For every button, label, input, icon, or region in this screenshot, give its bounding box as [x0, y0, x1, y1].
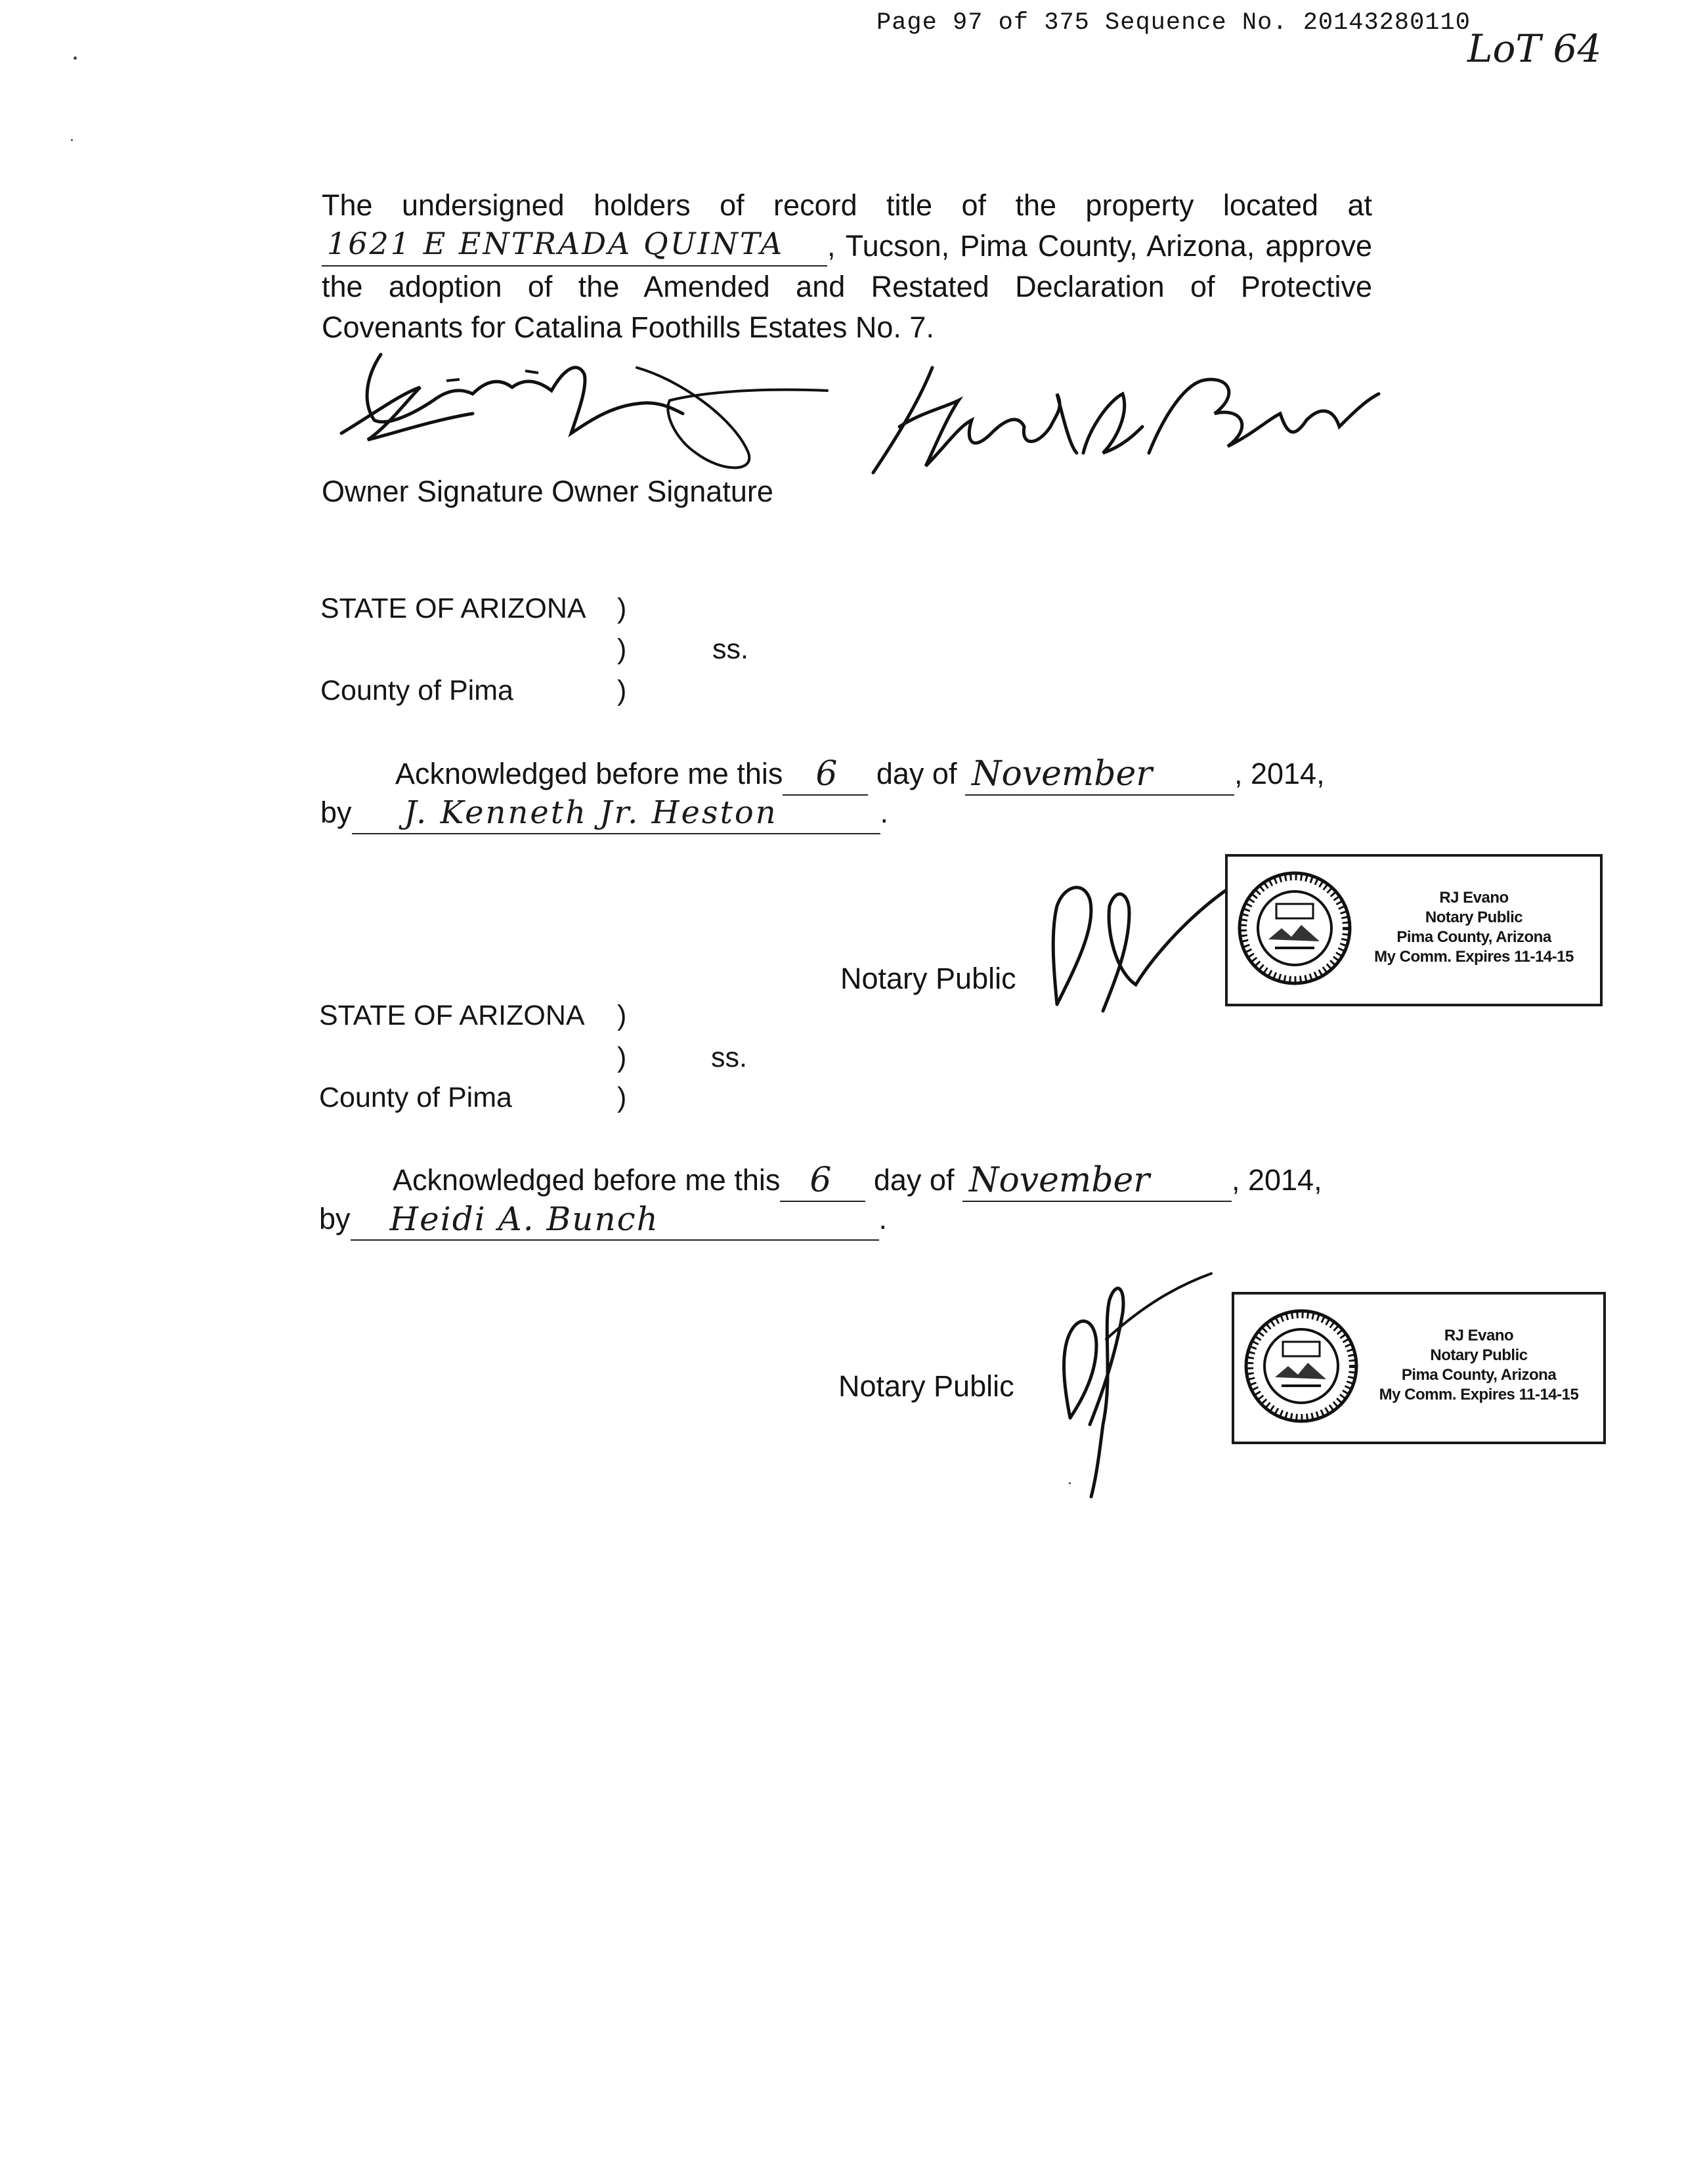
ack2-paren-2: )	[617, 1042, 627, 1073]
ack1-stamp-expires: My Comm. Expires 11-14-15	[1374, 948, 1574, 966]
property-address-blank	[322, 226, 827, 267]
ack2-year: , 2014,	[1231, 1163, 1322, 1197]
ack2-stamp-title: Notary Public	[1430, 1346, 1528, 1364]
ack2-county: County of Pima	[319, 1082, 512, 1113]
ack1-by: by	[320, 796, 352, 829]
lot-number-note: LoT 64	[1467, 26, 1602, 71]
approval-line-1: The undersigned holders of record title of the property located at	[322, 188, 1372, 222]
ack2-stamp-county: Pima County, Arizona	[1401, 1366, 1557, 1384]
approval-line-3: the adoption of the Amended and Restated Declaration of Protective	[322, 270, 1372, 303]
ack2-name-blank	[351, 1199, 879, 1241]
ack2-acknowledged-line	[393, 1160, 1322, 1202]
approval-paragraph	[322, 185, 1372, 348]
ack1-acknowledged-line	[395, 754, 1325, 796]
ack2-ss: ss.	[711, 1042, 747, 1073]
approval-line-4: Covenants for Catalina Foothills Estates No. 7.	[322, 310, 934, 344]
ack2-notary-public-label: Notary Public	[838, 1369, 1014, 1403]
ack2-paren-1: )	[617, 1000, 627, 1031]
property-address-handwritten: 1621 E ENTRADA QUINTA	[327, 226, 785, 261]
ack2-notary-stamp	[1232, 1292, 1606, 1444]
ack2-stamp-expires: My Comm. Expires 11-14-15	[1379, 1386, 1579, 1403]
ack2-month-blank	[962, 1160, 1232, 1202]
ack1-state: STATE OF ARIZONA	[320, 593, 586, 624]
ack1-month-blank	[965, 754, 1234, 796]
ack1-name-handwritten: J. Kenneth Jr. Heston	[404, 794, 778, 831]
ack1-notary-stamp	[1225, 854, 1603, 1006]
ack1-month-handwritten: November	[971, 754, 1153, 794]
ack1-period: .	[880, 796, 889, 829]
ack2-day-blank	[780, 1160, 865, 1202]
owner-signature-labels: Owner Signature Owner Signature	[322, 475, 773, 508]
ack1-stamp-name: RJ Evano	[1439, 889, 1509, 907]
ack2-stamp-name: RJ Evano	[1444, 1327, 1514, 1344]
ack1-paren-3: )	[617, 675, 627, 706]
ack1-stamp-text	[1352, 888, 1595, 967]
ack1-notary-public-label: Notary Public	[840, 962, 1016, 995]
ack1-day-blank	[783, 754, 868, 796]
ack2-paren-3: )	[617, 1082, 627, 1113]
approval-line-2-text: , Tucson, Pima County, Arizona, approve	[827, 229, 1372, 263]
ack1-notary-seal	[1236, 866, 1354, 991]
approval-line-2	[322, 226, 1372, 267]
ack2-state: STATE OF ARIZONA	[319, 1000, 585, 1031]
ack1-stamp-county: Pima County, Arizona	[1396, 928, 1551, 946]
scan-speck	[74, 56, 77, 60]
owner-signature-2	[860, 354, 1385, 486]
ack1-by-line	[320, 792, 888, 834]
ack1-stamp-title: Notary Public	[1425, 909, 1523, 926]
ack2-ack-prefix: Acknowledged before me this	[393, 1163, 781, 1197]
ack2-notary-signature	[1050, 1260, 1221, 1503]
page-sequence-header: Page 97 of 375 Sequence No. 20143280110	[876, 9, 1471, 37]
ack2-period: .	[878, 1202, 888, 1235]
ack1-paren-1: )	[617, 593, 627, 624]
ack2-month-handwritten: November	[968, 1161, 1150, 1200]
ack2-name-handwritten: Heidi A. Bunch	[389, 1200, 659, 1238]
ack2-by-line	[319, 1199, 887, 1241]
ack2-stamp-text	[1359, 1326, 1599, 1405]
ack2-notary-seal	[1242, 1304, 1360, 1428]
ack1-day-handwritten: 6	[815, 754, 838, 794]
ack1-day-of: day of	[876, 757, 957, 790]
scan-speck	[71, 139, 73, 141]
ack1-ack-prefix: Acknowledged before me this	[395, 757, 783, 790]
ack2-day-handwritten: 6	[810, 1161, 832, 1200]
ack1-name-blank	[352, 792, 880, 834]
owner-signature-1	[328, 341, 867, 479]
ack2-by: by	[319, 1202, 351, 1235]
ack1-ss: ss.	[712, 633, 748, 665]
ack2-day-of: day of	[873, 1163, 955, 1197]
ack1-county: County of Pima	[320, 675, 513, 706]
ack1-paren-2: )	[617, 633, 627, 665]
ack1-year: , 2014,	[1234, 757, 1325, 790]
